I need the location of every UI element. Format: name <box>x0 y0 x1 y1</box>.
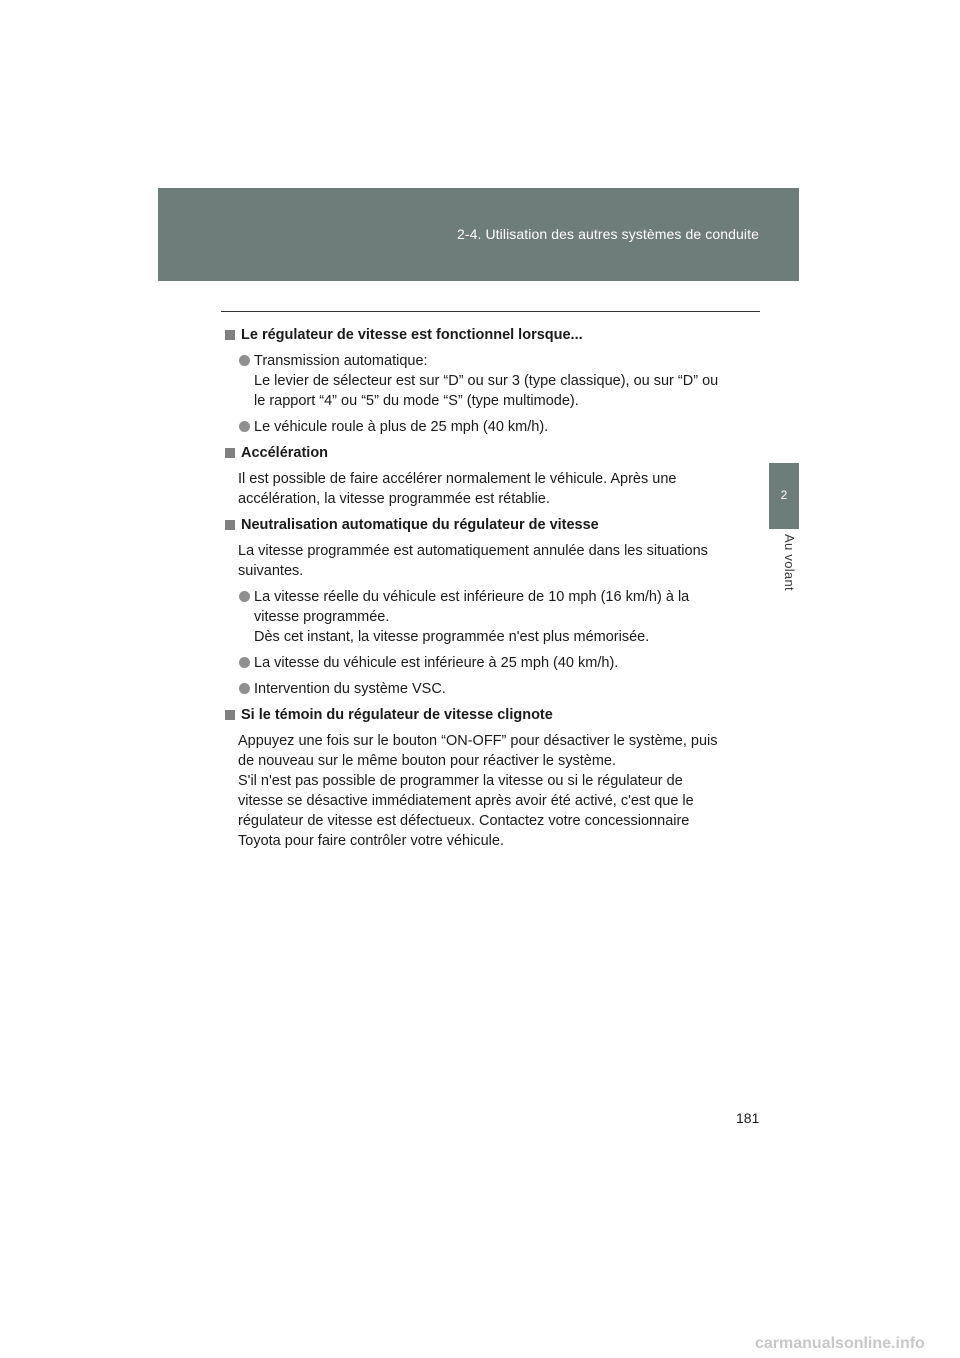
chapter-side-tab <box>769 463 799 529</box>
section-heading-text: Neutralisation automatique du régulateur de vitesse <box>241 517 599 533</box>
paragraph <box>238 469 754 509</box>
bullet-text <box>254 351 754 411</box>
watermark: carmanualsonline.info <box>755 1335 925 1352</box>
bullet-item <box>239 351 754 411</box>
chapter-title: 2-4. Utilisation des autres systèmes de conduite <box>456 226 759 242</box>
chapter-header-band <box>158 188 799 281</box>
section-heading-text: Accélération <box>241 445 329 461</box>
bullet-dot-icon <box>239 421 250 432</box>
bullet-text <box>254 679 754 699</box>
bullet-item <box>239 587 754 647</box>
section-heading <box>224 443 754 463</box>
paragraph-line: S'il n'est pas possible de programmer la vitesse ou si le régulateur de <box>238 773 683 789</box>
bullet-text <box>254 653 754 673</box>
paragraph-line: de nouveau sur le même bouton pour réactiver le système. <box>238 753 617 769</box>
section <box>224 325 754 437</box>
bullet-dot-icon <box>239 657 250 668</box>
section-heading-text: Si le témoin du régulateur de vitesse clignote <box>241 707 553 723</box>
header-divider <box>221 311 760 312</box>
bullet-item <box>239 679 754 699</box>
section-heading-text: Le régulateur de vitesse est fonctionnel lorsque... <box>241 327 583 343</box>
paragraph-line: suivantes. <box>238 563 304 579</box>
section-heading <box>224 515 754 535</box>
bullet-line: La vitesse du véhicule est inférieure à 25 mph (40 km/h). <box>254 655 619 671</box>
square-marker-icon <box>225 330 235 340</box>
paragraph-line: La vitesse programmée est automatiquement annulée dans les situations <box>238 543 708 559</box>
paragraph-line: accélération, la vitesse programmée est rétablie. <box>238 491 550 507</box>
paragraph-line: Il est possible de faire accélérer normalement le véhicule. Après une <box>238 471 677 487</box>
bullet-line: Transmission automatique: <box>254 353 428 369</box>
chapter-number: 2 <box>780 488 788 502</box>
section <box>224 515 754 699</box>
bullet-text <box>254 587 754 647</box>
bullet-line: vitesse programmée. <box>254 609 390 625</box>
paragraph-line: régulateur de vitesse est défectueux. Contactez votre concessionnaire <box>238 813 690 829</box>
bullet-text <box>254 417 754 437</box>
bullet-line: le rapport “4” ou “5” du mode “S” (type multimode). <box>254 393 579 409</box>
section-heading <box>224 705 754 725</box>
section-heading <box>224 325 754 345</box>
bullet-item <box>239 417 754 437</box>
bullet-dot-icon <box>239 591 250 602</box>
section <box>224 443 754 509</box>
paragraph <box>238 541 754 581</box>
bullet-line: Le levier de sélecteur est sur “D” ou sur 3 (type classique), ou sur “D” ou <box>254 373 719 389</box>
bullet-line: Le véhicule roule à plus de 25 mph (40 km/h). <box>254 419 549 435</box>
chapter-side-label: Au volant <box>782 534 797 591</box>
section <box>224 705 754 851</box>
page-number: 181 <box>736 1110 760 1126</box>
paragraph-line: vitesse se désactive immédiatement après avoir été activé, c'est que le <box>238 793 694 809</box>
bullet-line: Dès cet instant, la vitesse programmée n'est plus mémorisée. <box>254 629 650 645</box>
bullet-dot-icon <box>239 355 250 366</box>
paragraph <box>238 731 754 851</box>
square-marker-icon <box>225 520 235 530</box>
square-marker-icon <box>225 448 235 458</box>
square-marker-icon <box>225 710 235 720</box>
bullet-line: Intervention du système VSC. <box>254 681 446 697</box>
bullet-item <box>239 653 754 673</box>
bullet-line: La vitesse réelle du véhicule est inférieure de 10 mph (16 km/h) à la <box>254 589 690 605</box>
paragraph-line: Toyota pour faire contrôler votre véhicule. <box>238 833 504 849</box>
paragraph-line: Appuyez une fois sur le bouton “ON-OFF” pour désactiver le système, puis <box>238 733 718 749</box>
bullet-dot-icon <box>239 683 250 694</box>
page-content <box>224 325 754 857</box>
